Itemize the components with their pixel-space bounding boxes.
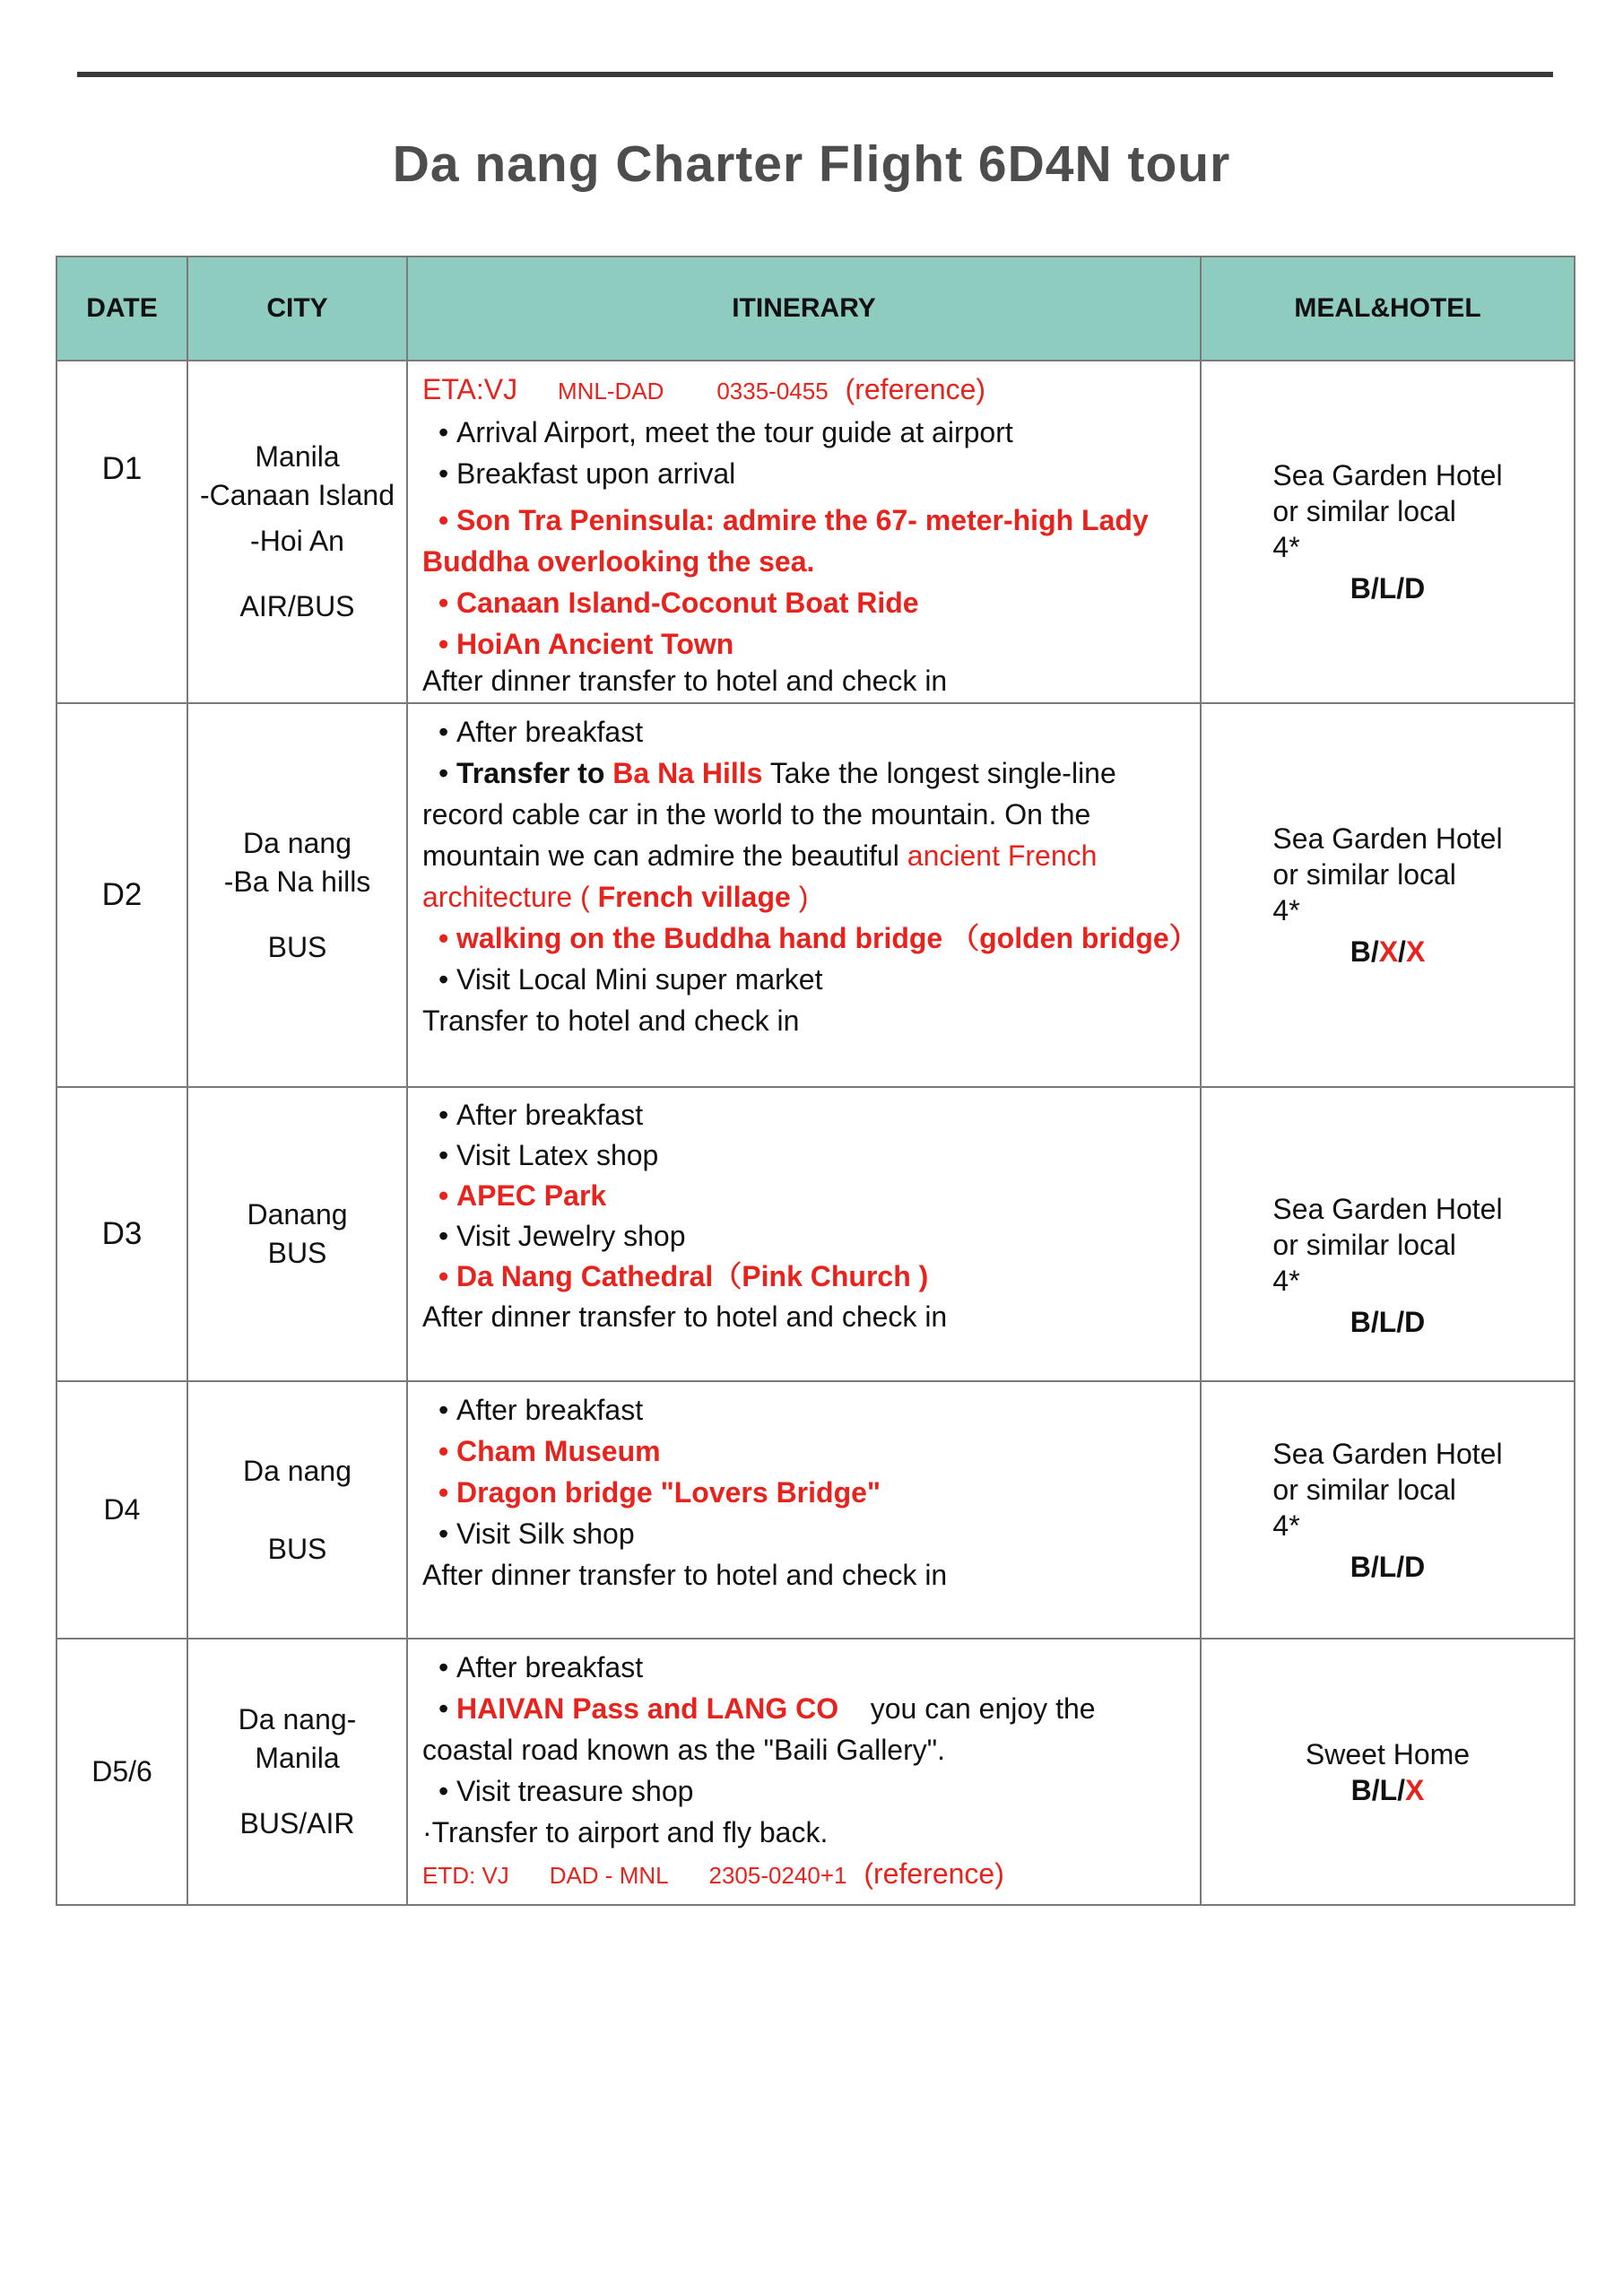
- city-cell: Da nang- Manila BUS/AIR: [187, 1639, 407, 1905]
- city-cell: Manila -Canaan Island -Hoi An AIR/BUS: [187, 361, 407, 703]
- header-date: DATE: [56, 257, 187, 361]
- itinerary-cell: • After breakfast • Visit Latex shop • APEC Park • Visit Jewelry shop • Da Nang Cathedral（Pink Church ) After dinner transfer to hotel and check in: [407, 1087, 1201, 1381]
- meal-hotel-cell: Sea Garden Hotel or similar local 4* B/X/X: [1201, 703, 1575, 1087]
- date-cell: D2: [56, 703, 187, 1087]
- itinerary-cell: • After breakfast • Cham Museum • Dragon bridge "Lovers Bridge" • Visit Silk shop After dinner transfer to hotel and check in: [407, 1381, 1201, 1639]
- header-row: [56, 257, 1575, 361]
- city-cell: Da nang BUS: [187, 1381, 407, 1639]
- table-row: [56, 1381, 1575, 1639]
- table-row: [56, 361, 1575, 703]
- city-cell: Danang BUS: [187, 1087, 407, 1381]
- header-city: CITY: [187, 257, 407, 361]
- header-itinerary: ITINERARY: [407, 257, 1201, 361]
- itinerary-table: [56, 256, 1575, 1906]
- meal-hotel-cell: Sea Garden Hotel or similar local 4* B/L/D: [1201, 361, 1575, 703]
- date-cell: D5/6: [56, 1639, 187, 1905]
- header-meal-hotel: MEAL&HOTEL: [1201, 257, 1575, 361]
- page-title: Da nang Charter Flight 6D4N tour: [392, 135, 1231, 193]
- city-cell: Da nang -Ba Na hills BUS: [187, 703, 407, 1087]
- top-rule: [77, 72, 1553, 77]
- meal-hotel-cell: Sweet Home B/L/X: [1201, 1639, 1575, 1905]
- date-cell: D3: [56, 1087, 187, 1381]
- itinerary-cell: ETA:VJ MNL-DAD 0335-0455 (reference) • Arrival Airport, meet the tour guide at airport • Breakfast upon arrival • Son Tra Peninsula: admire the 67- meter-high Lady Buddha overlooking the sea. • Canaan Island-Coconut Boat Ride • HoiAn Ancient Town After dinner transfer to hotel and check in: [407, 361, 1201, 703]
- itinerary-cell: • After breakfast • HAIVAN Pass and LANG CO you can enjoy the coastal road known as the "Baili Gallery". • Visit treasure shop ·Transfer to airport and fly back. ETD: VJ DAD - MNL 2305-0240+1 (reference): [407, 1639, 1201, 1905]
- date-cell: D4: [56, 1381, 187, 1639]
- meal-hotel-cell: Sea Garden Hotel or similar local 4* B/L/D: [1201, 1087, 1575, 1381]
- itinerary-cell: • After breakfast • Transfer to Ba Na Hills Take the longest single-line record cable car in the world to the mountain. On the mountain we can admire the beautiful ancient French architecture ( French village ) • walking on the Buddha hand bridge （golden bridge） • Visit Local Mini super market Transfer to hotel and check in: [407, 703, 1201, 1087]
- table-row: [56, 1087, 1575, 1381]
- table-row: [56, 1639, 1575, 1905]
- meal-hotel-cell: Sea Garden Hotel or similar local 4* B/L/D: [1201, 1381, 1575, 1639]
- table-row: [56, 703, 1575, 1087]
- date-cell: D1: [56, 361, 187, 703]
